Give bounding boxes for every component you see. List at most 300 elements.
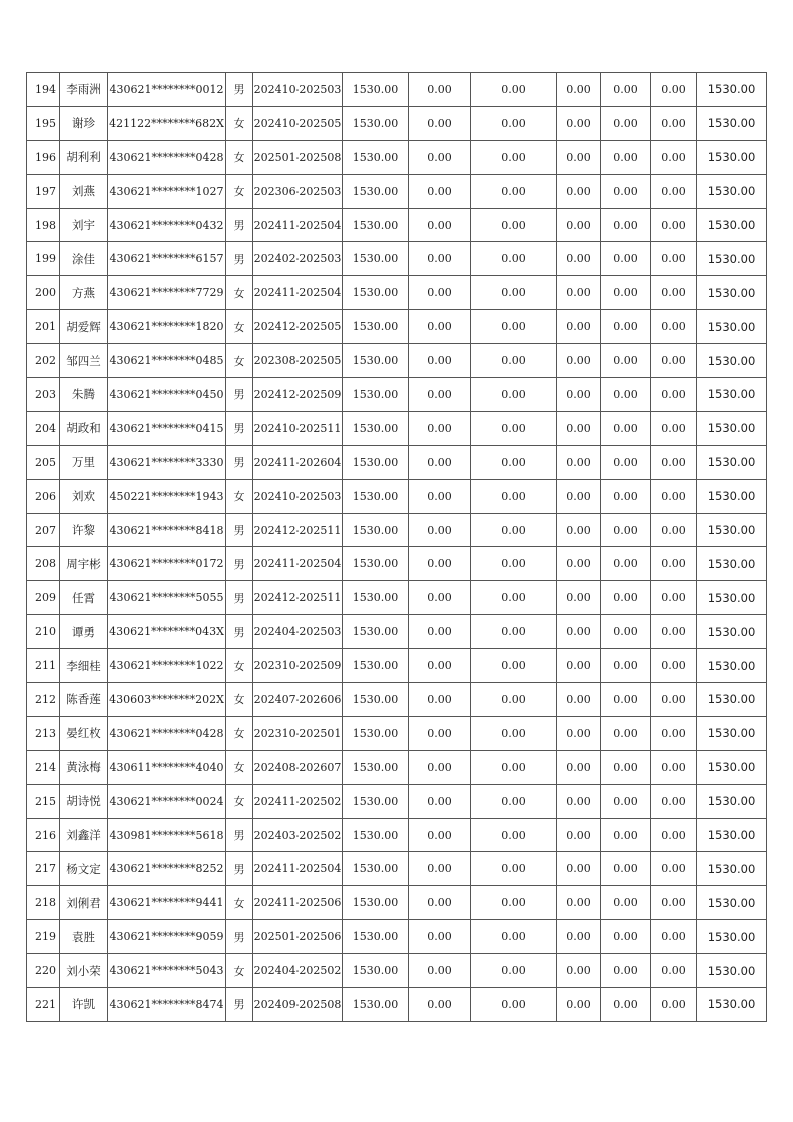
- row-number-cell: 194: [27, 73, 60, 107]
- amount-f-cell: 0.00: [651, 310, 697, 344]
- amount-c-cell: 0.00: [471, 73, 557, 107]
- amount-f-cell: 0.00: [651, 378, 697, 412]
- amount-c-cell: 0.00: [471, 784, 557, 818]
- amount-e-cell: 0.00: [601, 140, 651, 174]
- amount-d-cell: 0.00: [557, 683, 601, 717]
- amount-b-cell: 0.00: [409, 581, 471, 615]
- amount-e-cell: 0.00: [601, 174, 651, 208]
- amount-a-cell: 1530.00: [343, 310, 409, 344]
- amount-f-cell: 0.00: [651, 140, 697, 174]
- amount-a-cell: 1530.00: [343, 106, 409, 140]
- id-number-cell: 430621********8474: [108, 988, 226, 1022]
- table-row: [27, 378, 767, 412]
- amount-b-cell: 0.00: [409, 784, 471, 818]
- amount-a-cell: 1530.00: [343, 615, 409, 649]
- amount-b-cell: 0.00: [409, 852, 471, 886]
- total-amount-cell: 1530.00: [697, 445, 767, 479]
- amount-e-cell: 0.00: [601, 344, 651, 378]
- table-row: [27, 140, 767, 174]
- amount-f-cell: 0.00: [651, 683, 697, 717]
- person-name-cell: 邹四兰: [60, 344, 108, 378]
- total-amount-cell: 1530.00: [697, 547, 767, 581]
- amount-c-cell: 0.00: [471, 411, 557, 445]
- amount-c-cell: 0.00: [471, 174, 557, 208]
- subsidy-period-cell: 202404-202502: [253, 954, 343, 988]
- total-amount-cell: 1530.00: [697, 581, 767, 615]
- amount-a-cell: 1530.00: [343, 954, 409, 988]
- gender-cell: 男: [226, 445, 253, 479]
- amount-b-cell: 0.00: [409, 411, 471, 445]
- amount-a-cell: 1530.00: [343, 276, 409, 310]
- amount-c-cell: 0.00: [471, 547, 557, 581]
- table-row: [27, 208, 767, 242]
- subsidy-period-cell: 202310-202501: [253, 716, 343, 750]
- id-number-cell: 430621********1022: [108, 649, 226, 683]
- person-name-cell: 万里: [60, 445, 108, 479]
- id-number-cell: 430621********6157: [108, 242, 226, 276]
- amount-a-cell: 1530.00: [343, 581, 409, 615]
- table-row: [27, 886, 767, 920]
- subsidy-period-cell: 202411-202502: [253, 784, 343, 818]
- amount-b-cell: 0.00: [409, 242, 471, 276]
- gender-cell: 女: [226, 479, 253, 513]
- id-number-cell: 430621********0012: [108, 73, 226, 107]
- gender-cell: 女: [226, 310, 253, 344]
- total-amount-cell: 1530.00: [697, 886, 767, 920]
- subsidy-period-cell: 202306-202503: [253, 174, 343, 208]
- subsidy-period-cell: 202308-202505: [253, 344, 343, 378]
- gender-cell: 女: [226, 716, 253, 750]
- subsidy-period-cell: 202410-202505: [253, 106, 343, 140]
- amount-c-cell: 0.00: [471, 886, 557, 920]
- amount-d-cell: 0.00: [557, 547, 601, 581]
- subsidy-period-cell: 202412-202505: [253, 310, 343, 344]
- amount-c-cell: 0.00: [471, 954, 557, 988]
- subsidy-period-cell: 202412-202509: [253, 378, 343, 412]
- row-number-cell: 214: [27, 750, 60, 784]
- total-amount-cell: 1530.00: [697, 750, 767, 784]
- person-name-cell: 袁胜: [60, 920, 108, 954]
- amount-a-cell: 1530.00: [343, 411, 409, 445]
- amount-f-cell: 0.00: [651, 886, 697, 920]
- amount-c-cell: 0.00: [471, 683, 557, 717]
- amount-c-cell: 0.00: [471, 750, 557, 784]
- amount-f-cell: 0.00: [651, 818, 697, 852]
- id-number-cell: 430621********0450: [108, 378, 226, 412]
- total-amount-cell: 1530.00: [697, 683, 767, 717]
- amount-b-cell: 0.00: [409, 988, 471, 1022]
- id-number-cell: 430603********202X: [108, 683, 226, 717]
- amount-e-cell: 0.00: [601, 649, 651, 683]
- table-row: [27, 784, 767, 818]
- amount-f-cell: 0.00: [651, 784, 697, 818]
- total-amount-cell: 1530.00: [697, 73, 767, 107]
- table-row: [27, 852, 767, 886]
- person-name-cell: 周宇彬: [60, 547, 108, 581]
- id-number-cell: 430611********4040: [108, 750, 226, 784]
- amount-f-cell: 0.00: [651, 547, 697, 581]
- amount-e-cell: 0.00: [601, 547, 651, 581]
- person-name-cell: 李细桂: [60, 649, 108, 683]
- gender-cell: 男: [226, 411, 253, 445]
- amount-d-cell: 0.00: [557, 716, 601, 750]
- amount-e-cell: 0.00: [601, 683, 651, 717]
- gender-cell: 男: [226, 547, 253, 581]
- total-amount-cell: 1530.00: [697, 174, 767, 208]
- amount-b-cell: 0.00: [409, 513, 471, 547]
- amount-c-cell: 0.00: [471, 615, 557, 649]
- table-row: [27, 615, 767, 649]
- person-name-cell: 朱腾: [60, 378, 108, 412]
- subsidy-period-cell: 202411-202506: [253, 886, 343, 920]
- person-name-cell: 胡利利: [60, 140, 108, 174]
- id-number-cell: 450221********1943: [108, 479, 226, 513]
- person-name-cell: 刘燕: [60, 174, 108, 208]
- gender-cell: 男: [226, 242, 253, 276]
- amount-c-cell: 0.00: [471, 106, 557, 140]
- amount-a-cell: 1530.00: [343, 479, 409, 513]
- total-amount-cell: 1530.00: [697, 716, 767, 750]
- row-number-cell: 217: [27, 852, 60, 886]
- amount-a-cell: 1530.00: [343, 140, 409, 174]
- person-name-cell: 任霄: [60, 581, 108, 615]
- amount-e-cell: 0.00: [601, 106, 651, 140]
- amount-b-cell: 0.00: [409, 445, 471, 479]
- amount-e-cell: 0.00: [601, 818, 651, 852]
- amount-d-cell: 0.00: [557, 242, 601, 276]
- table-row: [27, 344, 767, 378]
- person-name-cell: 胡爱辉: [60, 310, 108, 344]
- total-amount-cell: 1530.00: [697, 378, 767, 412]
- amount-c-cell: 0.00: [471, 988, 557, 1022]
- table-row: [27, 411, 767, 445]
- row-number-cell: 213: [27, 716, 60, 750]
- row-number-cell: 204: [27, 411, 60, 445]
- gender-cell: 男: [226, 378, 253, 412]
- amount-c-cell: 0.00: [471, 445, 557, 479]
- id-number-cell: 430621********8418: [108, 513, 226, 547]
- person-name-cell: 谭勇: [60, 615, 108, 649]
- amount-a-cell: 1530.00: [343, 750, 409, 784]
- amount-e-cell: 0.00: [601, 615, 651, 649]
- table-row: [27, 581, 767, 615]
- row-number-cell: 208: [27, 547, 60, 581]
- amount-c-cell: 0.00: [471, 378, 557, 412]
- gender-cell: 男: [226, 852, 253, 886]
- total-amount-cell: 1530.00: [697, 310, 767, 344]
- gender-cell: 男: [226, 615, 253, 649]
- row-number-cell: 199: [27, 242, 60, 276]
- table-row: [27, 920, 767, 954]
- amount-d-cell: 0.00: [557, 649, 601, 683]
- row-number-cell: 203: [27, 378, 60, 412]
- amount-c-cell: 0.00: [471, 920, 557, 954]
- amount-c-cell: 0.00: [471, 716, 557, 750]
- amount-f-cell: 0.00: [651, 445, 697, 479]
- amount-a-cell: 1530.00: [343, 886, 409, 920]
- amount-d-cell: 0.00: [557, 344, 601, 378]
- id-number-cell: 430621********0432: [108, 208, 226, 242]
- gender-cell: 女: [226, 784, 253, 818]
- amount-e-cell: 0.00: [601, 276, 651, 310]
- amount-b-cell: 0.00: [409, 818, 471, 852]
- id-number-cell: 430621********9441: [108, 886, 226, 920]
- amount-a-cell: 1530.00: [343, 378, 409, 412]
- amount-c-cell: 0.00: [471, 310, 557, 344]
- amount-c-cell: 0.00: [471, 479, 557, 513]
- person-name-cell: 李雨洲: [60, 73, 108, 107]
- table-row: [27, 174, 767, 208]
- row-number-cell: 202: [27, 344, 60, 378]
- gender-cell: 女: [226, 683, 253, 717]
- amount-a-cell: 1530.00: [343, 174, 409, 208]
- row-number-cell: 216: [27, 818, 60, 852]
- amount-b-cell: 0.00: [409, 954, 471, 988]
- amount-b-cell: 0.00: [409, 615, 471, 649]
- amount-e-cell: 0.00: [601, 750, 651, 784]
- table-row: [27, 547, 767, 581]
- total-amount-cell: 1530.00: [697, 276, 767, 310]
- id-number-cell: 430621********0428: [108, 716, 226, 750]
- amount-b-cell: 0.00: [409, 140, 471, 174]
- amount-d-cell: 0.00: [557, 954, 601, 988]
- gender-cell: 女: [226, 750, 253, 784]
- table-row: [27, 716, 767, 750]
- amount-d-cell: 0.00: [557, 479, 601, 513]
- id-number-cell: 430621********5043: [108, 954, 226, 988]
- amount-a-cell: 1530.00: [343, 547, 409, 581]
- table-row: [27, 445, 767, 479]
- person-name-cell: 晏红枚: [60, 716, 108, 750]
- total-amount-cell: 1530.00: [697, 920, 767, 954]
- amount-e-cell: 0.00: [601, 73, 651, 107]
- amount-c-cell: 0.00: [471, 818, 557, 852]
- amount-a-cell: 1530.00: [343, 716, 409, 750]
- gender-cell: 女: [226, 140, 253, 174]
- amount-b-cell: 0.00: [409, 547, 471, 581]
- amount-f-cell: 0.00: [651, 106, 697, 140]
- gender-cell: 女: [226, 649, 253, 683]
- amount-f-cell: 0.00: [651, 581, 697, 615]
- subsidy-period-cell: 202407-202606: [253, 683, 343, 717]
- amount-d-cell: 0.00: [557, 886, 601, 920]
- amount-a-cell: 1530.00: [343, 988, 409, 1022]
- amount-e-cell: 0.00: [601, 988, 651, 1022]
- total-amount-cell: 1530.00: [697, 784, 767, 818]
- amount-e-cell: 0.00: [601, 581, 651, 615]
- id-number-cell: 430621********0485: [108, 344, 226, 378]
- amount-a-cell: 1530.00: [343, 208, 409, 242]
- amount-a-cell: 1530.00: [343, 920, 409, 954]
- amount-c-cell: 0.00: [471, 344, 557, 378]
- amount-b-cell: 0.00: [409, 174, 471, 208]
- amount-b-cell: 0.00: [409, 886, 471, 920]
- amount-d-cell: 0.00: [557, 750, 601, 784]
- id-number-cell: 430621********0172: [108, 547, 226, 581]
- amount-a-cell: 1530.00: [343, 683, 409, 717]
- person-name-cell: 许黎: [60, 513, 108, 547]
- amount-d-cell: 0.00: [557, 411, 601, 445]
- gender-cell: 女: [226, 954, 253, 988]
- amount-b-cell: 0.00: [409, 310, 471, 344]
- roster-body: [27, 73, 767, 1022]
- row-number-cell: 201: [27, 310, 60, 344]
- amount-f-cell: 0.00: [651, 411, 697, 445]
- amount-e-cell: 0.00: [601, 886, 651, 920]
- row-number-cell: 210: [27, 615, 60, 649]
- amount-a-cell: 1530.00: [343, 242, 409, 276]
- amount-d-cell: 0.00: [557, 581, 601, 615]
- row-number-cell: 219: [27, 920, 60, 954]
- amount-d-cell: 0.00: [557, 276, 601, 310]
- amount-f-cell: 0.00: [651, 479, 697, 513]
- amount-e-cell: 0.00: [601, 784, 651, 818]
- id-number-cell: 430981********5618: [108, 818, 226, 852]
- subsidy-period-cell: 202411-202604: [253, 445, 343, 479]
- id-number-cell: 430621********9059: [108, 920, 226, 954]
- amount-a-cell: 1530.00: [343, 445, 409, 479]
- gender-cell: 男: [226, 208, 253, 242]
- amount-e-cell: 0.00: [601, 716, 651, 750]
- amount-e-cell: 0.00: [601, 411, 651, 445]
- gender-cell: 女: [226, 106, 253, 140]
- amount-c-cell: 0.00: [471, 242, 557, 276]
- id-number-cell: 430621********7729: [108, 276, 226, 310]
- subsidy-period-cell: 202501-202506: [253, 920, 343, 954]
- subsidy-period-cell: 202411-202504: [253, 276, 343, 310]
- id-number-cell: 430621********0024: [108, 784, 226, 818]
- person-name-cell: 许凯: [60, 988, 108, 1022]
- amount-b-cell: 0.00: [409, 479, 471, 513]
- amount-c-cell: 0.00: [471, 581, 557, 615]
- row-number-cell: 209: [27, 581, 60, 615]
- gender-cell: 男: [226, 581, 253, 615]
- total-amount-cell: 1530.00: [697, 344, 767, 378]
- amount-f-cell: 0.00: [651, 73, 697, 107]
- amount-d-cell: 0.00: [557, 920, 601, 954]
- row-number-cell: 212: [27, 683, 60, 717]
- amount-b-cell: 0.00: [409, 73, 471, 107]
- amount-f-cell: 0.00: [651, 242, 697, 276]
- amount-d-cell: 0.00: [557, 988, 601, 1022]
- amount-f-cell: 0.00: [651, 174, 697, 208]
- table-row: [27, 750, 767, 784]
- amount-d-cell: 0.00: [557, 445, 601, 479]
- amount-d-cell: 0.00: [557, 378, 601, 412]
- amount-e-cell: 0.00: [601, 445, 651, 479]
- amount-f-cell: 0.00: [651, 276, 697, 310]
- person-name-cell: 刘宇: [60, 208, 108, 242]
- subsidy-period-cell: 202411-202504: [253, 547, 343, 581]
- table-row: [27, 73, 767, 107]
- total-amount-cell: 1530.00: [697, 615, 767, 649]
- person-name-cell: 刘鑫洋: [60, 818, 108, 852]
- row-number-cell: 207: [27, 513, 60, 547]
- amount-b-cell: 0.00: [409, 378, 471, 412]
- person-name-cell: 刘欢: [60, 479, 108, 513]
- subsidy-roster-table: [26, 72, 767, 1022]
- amount-e-cell: 0.00: [601, 954, 651, 988]
- amount-e-cell: 0.00: [601, 378, 651, 412]
- subsidy-period-cell: 202310-202509: [253, 649, 343, 683]
- total-amount-cell: 1530.00: [697, 411, 767, 445]
- amount-b-cell: 0.00: [409, 208, 471, 242]
- amount-b-cell: 0.00: [409, 683, 471, 717]
- amount-a-cell: 1530.00: [343, 784, 409, 818]
- person-name-cell: 方燕: [60, 276, 108, 310]
- subsidy-period-cell: 202412-202511: [253, 581, 343, 615]
- amount-d-cell: 0.00: [557, 106, 601, 140]
- subsidy-period-cell: 202501-202508: [253, 140, 343, 174]
- amount-d-cell: 0.00: [557, 784, 601, 818]
- subsidy-period-cell: 202410-202503: [253, 479, 343, 513]
- id-number-cell: 430621********043X: [108, 615, 226, 649]
- amount-f-cell: 0.00: [651, 750, 697, 784]
- amount-e-cell: 0.00: [601, 310, 651, 344]
- amount-d-cell: 0.00: [557, 513, 601, 547]
- amount-b-cell: 0.00: [409, 276, 471, 310]
- row-number-cell: 221: [27, 988, 60, 1022]
- amount-d-cell: 0.00: [557, 174, 601, 208]
- amount-a-cell: 1530.00: [343, 513, 409, 547]
- subsidy-period-cell: 202411-202504: [253, 208, 343, 242]
- row-number-cell: 195: [27, 106, 60, 140]
- subsidy-period-cell: 202410-202503: [253, 73, 343, 107]
- row-number-cell: 198: [27, 208, 60, 242]
- table-row: [27, 818, 767, 852]
- amount-c-cell: 0.00: [471, 208, 557, 242]
- table-row: [27, 649, 767, 683]
- total-amount-cell: 1530.00: [697, 140, 767, 174]
- row-number-cell: 205: [27, 445, 60, 479]
- person-name-cell: 谢珍: [60, 106, 108, 140]
- amount-f-cell: 0.00: [651, 988, 697, 1022]
- table-row: [27, 106, 767, 140]
- table-row: [27, 513, 767, 547]
- amount-f-cell: 0.00: [651, 716, 697, 750]
- subsidy-period-cell: 202412-202511: [253, 513, 343, 547]
- subsidy-period-cell: 202403-202502: [253, 818, 343, 852]
- person-name-cell: 黄泳梅: [60, 750, 108, 784]
- gender-cell: 男: [226, 73, 253, 107]
- total-amount-cell: 1530.00: [697, 852, 767, 886]
- table-row: [27, 954, 767, 988]
- person-name-cell: 胡诗悦: [60, 784, 108, 818]
- amount-f-cell: 0.00: [651, 615, 697, 649]
- amount-f-cell: 0.00: [651, 954, 697, 988]
- amount-e-cell: 0.00: [601, 920, 651, 954]
- row-number-cell: 215: [27, 784, 60, 818]
- subsidy-period-cell: 202404-202503: [253, 615, 343, 649]
- amount-b-cell: 0.00: [409, 920, 471, 954]
- row-number-cell: 220: [27, 954, 60, 988]
- subsidy-period-cell: 202411-202504: [253, 852, 343, 886]
- gender-cell: 男: [226, 818, 253, 852]
- total-amount-cell: 1530.00: [697, 649, 767, 683]
- table-row: [27, 276, 767, 310]
- id-number-cell: 430621********0428: [108, 140, 226, 174]
- amount-d-cell: 0.00: [557, 140, 601, 174]
- gender-cell: 男: [226, 513, 253, 547]
- total-amount-cell: 1530.00: [697, 513, 767, 547]
- amount-d-cell: 0.00: [557, 818, 601, 852]
- gender-cell: 男: [226, 988, 253, 1022]
- gender-cell: 男: [226, 920, 253, 954]
- amount-d-cell: 0.00: [557, 73, 601, 107]
- amount-d-cell: 0.00: [557, 615, 601, 649]
- amount-f-cell: 0.00: [651, 344, 697, 378]
- table-row: [27, 683, 767, 717]
